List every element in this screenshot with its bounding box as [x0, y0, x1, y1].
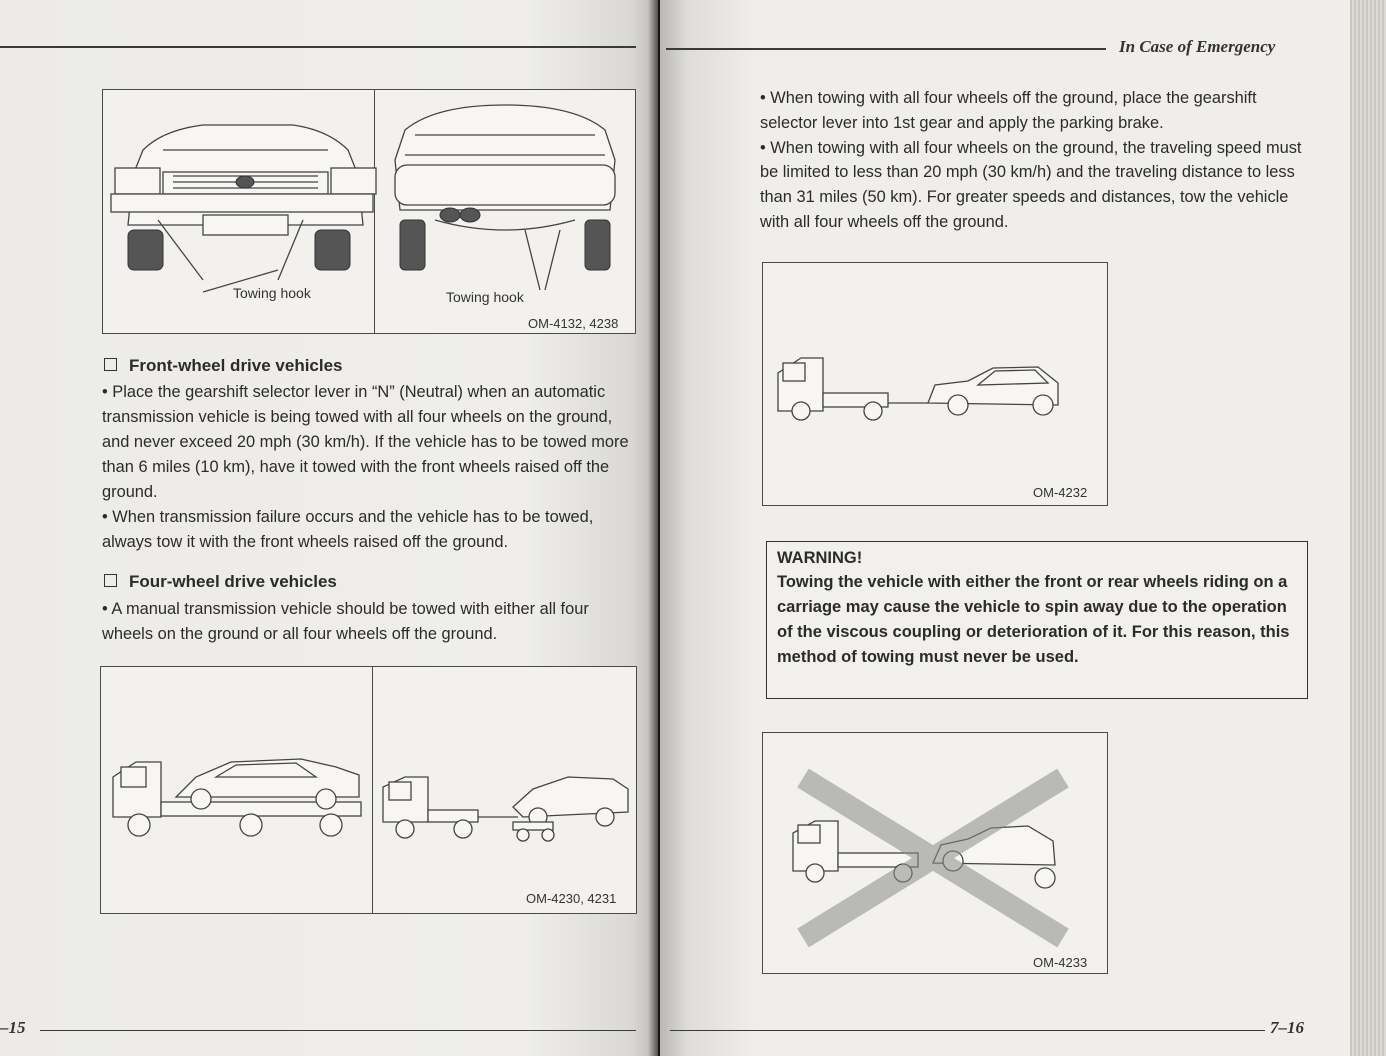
left-page-number: –15	[0, 1018, 26, 1037]
front-wheel-drive-text: • Place the gearshift selector lever in “N” (Neutral) when an automatic transmission vehicle is being towed with all four wheels on the ground, and never exceed 20 mph (30 km/h). If the vehicle has to be towed more than 6 miles (10 km), have it towed with the front wheels raised off the ground. • When transmission failure occurs and the vehicle has to be towed, always tow it with the front wheels raised off the ground.	[102, 383, 629, 551]
figure-flatbed-towing	[100, 666, 637, 914]
checkbox-square	[104, 358, 117, 371]
section-title: In Case of Emergency	[1119, 37, 1276, 56]
heading-four-wheel-drive: Four-wheel drive vehicles	[104, 572, 337, 592]
warning-box	[766, 541, 1308, 699]
figure-2-caption: OM-4233	[1033, 955, 1088, 970]
towing-hook-label-front: Towing hook	[233, 285, 311, 301]
header-rule-right	[666, 48, 1106, 50]
warning-title: WARNING!	[777, 549, 863, 567]
prohibited-towing-illustration	[763, 733, 1103, 973]
flatbed-truck-illustration	[101, 667, 371, 907]
right-page	[660, 0, 1350, 1056]
warning-text: Towing the vehicle with either the front or rear wheels riding on a carriage may cause the vehicle to spin away due to the operation of the viscous coupling or deterioration of it. For this reason, this method of towing must never be used.	[777, 573, 1290, 666]
right-page-number: 7–16	[1270, 1018, 1304, 1037]
left-page	[0, 0, 658, 1056]
right-page-text: • When towing with all four wheels off the ground, place the gearshift selector lever into 1st gear and apply the parking brake. • When towing with all four wheels on the ground, the traveling speed must be limited to less than 20 mph (30 km/h) and the traveling distance to less than 31 miles (50 km). For greater speeds and distances, tow the vehicle with all four wheels off the ground.	[760, 89, 1302, 231]
heading-front-wheel-drive: Front-wheel drive vehicles	[104, 356, 343, 376]
four-wheel-drive-text: • A manual transmission vehicle should be towed with either all four wheels on the ground or all four wheels off the ground.	[102, 600, 589, 643]
figure-towing-hooks	[102, 89, 636, 334]
figure-bottom-caption: OM-4230, 4231	[526, 891, 617, 906]
footer-rule-left	[40, 1030, 636, 1031]
figure-do-not-tow	[762, 732, 1108, 974]
figure-tow-all-wheels-ground	[762, 262, 1108, 506]
header-rule-left	[0, 46, 636, 48]
checkbox-square	[104, 574, 117, 587]
dolly-towing-illustration	[373, 667, 633, 907]
footer-rule-right	[670, 1030, 1265, 1031]
towing-hook-label-rear: Towing hook	[446, 289, 524, 305]
figure-1-caption: OM-4232	[1033, 485, 1088, 500]
page-edges	[1350, 0, 1386, 1056]
tow-truck-all-wheels-illustration	[763, 263, 1103, 503]
figure-top-caption: OM-4132, 4238	[528, 316, 619, 331]
